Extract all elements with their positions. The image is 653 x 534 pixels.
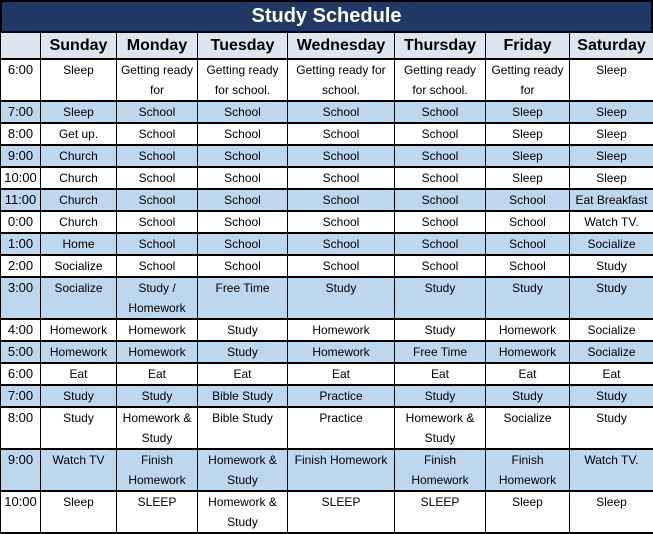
- schedule-table: [0, 31, 653, 534]
- schedule-cell-tuesday-800: School: [198, 123, 288, 145]
- schedule-row-16: [1, 491, 653, 533]
- schedule-cell-saturday-900: Watch TV.: [570, 449, 653, 491]
- schedule-cell-sunday-300: Socialize: [41, 277, 117, 319]
- schedule-cell-wednesday-800: School: [288, 123, 395, 145]
- schedule-row-13: [1, 385, 653, 407]
- time-label: 8:00: [1, 407, 41, 449]
- schedule-cell-monday-000: School: [117, 211, 198, 233]
- time-label: 9:00: [1, 145, 41, 167]
- day-header-thursday: Thursday: [395, 32, 486, 59]
- schedule-cell-wednesday-300: Study: [288, 277, 395, 319]
- schedule-row-12: [1, 363, 653, 385]
- schedule-cell-monday-1000: School: [117, 167, 198, 189]
- day-header-tuesday: Tuesday: [198, 32, 288, 59]
- schedule-cell-friday-1000: Sleep: [486, 167, 570, 189]
- day-header-friday: Friday: [486, 32, 570, 59]
- schedule-cell-wednesday-1000: SLEEP: [288, 491, 395, 533]
- time-label: 6:00: [1, 363, 41, 385]
- schedule-cell-tuesday-600: Eat: [198, 363, 288, 385]
- schedule-cell-sunday-600: Sleep: [41, 59, 117, 101]
- time-label: 7:00: [1, 101, 41, 123]
- schedule-cell-saturday-900: Sleep: [570, 145, 653, 167]
- schedule-cell-tuesday-600: Getting ready for school.: [198, 59, 288, 101]
- schedule-cell-tuesday-200: School: [198, 255, 288, 277]
- schedule-cell-monday-600: Eat: [117, 363, 198, 385]
- schedule-cell-thursday-500: Free Time: [395, 341, 486, 363]
- schedule-cell-friday-1000: Sleep: [486, 491, 570, 533]
- schedule-cell-monday-1000: SLEEP: [117, 491, 198, 533]
- time-label: 7:00: [1, 385, 41, 407]
- schedule-cell-thursday-1000: School: [395, 167, 486, 189]
- schedule-cell-tuesday-700: Bible Study: [198, 385, 288, 407]
- schedule-cell-saturday-500: Socialize: [570, 341, 653, 363]
- schedule-cell-saturday-600: Eat: [570, 363, 653, 385]
- schedule-cell-tuesday-800: Bible Study: [198, 407, 288, 449]
- schedule-row-14: [1, 407, 653, 449]
- schedule-row-0: [1, 59, 653, 101]
- schedule-cell-saturday-400: Socialize: [570, 319, 653, 341]
- schedule-cell-sunday-800: Study: [41, 407, 117, 449]
- day-header-wednesday: Wednesday: [288, 32, 395, 59]
- schedule-cell-monday-600: Getting ready for: [117, 59, 198, 101]
- schedule-cell-tuesday-500: Study: [198, 341, 288, 363]
- day-header-monday: Monday: [117, 32, 198, 59]
- schedule-cell-sunday-600: Eat: [41, 363, 117, 385]
- schedule-cell-tuesday-900: Homework & Study: [198, 449, 288, 491]
- page-title: Study Schedule: [0, 0, 653, 31]
- schedule-cell-saturday-800: Sleep: [570, 123, 653, 145]
- schedule-cell-friday-700: Study: [486, 385, 570, 407]
- schedule-cell-thursday-800: School: [395, 123, 486, 145]
- schedule-cell-sunday-200: Socialize: [41, 255, 117, 277]
- schedule-cell-tuesday-400: Study: [198, 319, 288, 341]
- schedule-cell-monday-700: Study: [117, 385, 198, 407]
- schedule-row-11: [1, 341, 653, 363]
- schedule-cell-tuesday-1000: Homework & Study: [198, 491, 288, 533]
- time-label: 3:00: [1, 277, 41, 319]
- day-header-row: [1, 32, 653, 59]
- schedule-cell-friday-600: Getting ready for: [486, 59, 570, 101]
- schedule-cell-tuesday-000: School: [198, 211, 288, 233]
- schedule-row-15: [1, 449, 653, 491]
- schedule-cell-sunday-900: Church: [41, 145, 117, 167]
- schedule-cell-thursday-600: Eat: [395, 363, 486, 385]
- schedule-cell-wednesday-900: Finish Homework: [288, 449, 395, 491]
- schedule-row-9: [1, 277, 653, 319]
- time-label: 11:00: [1, 189, 41, 211]
- schedule-cell-sunday-500: Homework: [41, 341, 117, 363]
- corner-cell: [1, 32, 41, 59]
- schedule-cell-friday-900: Finish Homework: [486, 449, 570, 491]
- schedule-row-10: [1, 319, 653, 341]
- schedule-cell-wednesday-400: Homework: [288, 319, 395, 341]
- schedule-cell-friday-200: School: [486, 255, 570, 277]
- schedule-cell-friday-1100: School: [486, 189, 570, 211]
- schedule-row-7: [1, 233, 653, 255]
- schedule-cell-thursday-200: School: [395, 255, 486, 277]
- schedule-cell-friday-500: Homework: [486, 341, 570, 363]
- schedule-cell-friday-600: Eat: [486, 363, 570, 385]
- schedule-cell-monday-300: Study / Homework: [117, 277, 198, 319]
- schedule-cell-thursday-900: Finish Homework: [395, 449, 486, 491]
- schedule-cell-monday-800: Homework & Study: [117, 407, 198, 449]
- schedule-cell-tuesday-1000: School: [198, 167, 288, 189]
- schedule-cell-saturday-1100: Eat Breakfast: [570, 189, 653, 211]
- schedule-cell-thursday-100: School: [395, 233, 486, 255]
- schedule-cell-saturday-1000: Sleep: [570, 167, 653, 189]
- schedule-body: [1, 59, 653, 533]
- schedule-row-1: [1, 101, 653, 123]
- schedule-row-5: [1, 189, 653, 211]
- schedule-row-2: [1, 123, 653, 145]
- schedule-cell-friday-800: Sleep: [486, 123, 570, 145]
- schedule-cell-sunday-700: Sleep: [41, 101, 117, 123]
- schedule-cell-sunday-800: Get up.: [41, 123, 117, 145]
- schedule-cell-sunday-1000: Sleep: [41, 491, 117, 533]
- schedule-cell-wednesday-100: School: [288, 233, 395, 255]
- schedule-cell-thursday-1100: School: [395, 189, 486, 211]
- schedule-cell-saturday-100: Socialize: [570, 233, 653, 255]
- day-header-sunday: Sunday: [41, 32, 117, 59]
- schedule-cell-wednesday-800: Practice: [288, 407, 395, 449]
- schedule-cell-thursday-400: Study: [395, 319, 486, 341]
- schedule-cell-saturday-1000: Sleep: [570, 491, 653, 533]
- time-label: 10:00: [1, 491, 41, 533]
- schedule-cell-thursday-600: Getting ready for school.: [395, 59, 486, 101]
- schedule-cell-tuesday-100: School: [198, 233, 288, 255]
- schedule-cell-tuesday-700: School: [198, 101, 288, 123]
- schedule-cell-thursday-000: School: [395, 211, 486, 233]
- time-label: 2:00: [1, 255, 41, 277]
- schedule-cell-monday-500: Homework: [117, 341, 198, 363]
- schedule-cell-saturday-700: Study: [570, 385, 653, 407]
- schedule-cell-wednesday-900: School: [288, 145, 395, 167]
- schedule-cell-monday-200: School: [117, 255, 198, 277]
- schedule-cell-saturday-600: Sleep: [570, 59, 653, 101]
- schedule-cell-wednesday-200: School: [288, 255, 395, 277]
- schedule-cell-wednesday-000: School: [288, 211, 395, 233]
- schedule-cell-sunday-000: Church: [41, 211, 117, 233]
- schedule-cell-monday-400: Homework: [117, 319, 198, 341]
- schedule-cell-thursday-300: Study: [395, 277, 486, 319]
- schedule-cell-friday-400: Homework: [486, 319, 570, 341]
- schedule-cell-tuesday-900: School: [198, 145, 288, 167]
- schedule-cell-friday-800: Socialize: [486, 407, 570, 449]
- schedule-cell-monday-900: Finish Homework: [117, 449, 198, 491]
- schedule-cell-friday-700: Sleep: [486, 101, 570, 123]
- schedule-cell-wednesday-700: Practice: [288, 385, 395, 407]
- schedule-cell-wednesday-1100: School: [288, 189, 395, 211]
- schedule-cell-monday-1100: School: [117, 189, 198, 211]
- time-label: 1:00: [1, 233, 41, 255]
- schedule-row-6: [1, 211, 653, 233]
- schedule-row-8: [1, 255, 653, 277]
- schedule-cell-saturday-800: Study: [570, 407, 653, 449]
- schedule-cell-saturday-700: Sleep: [570, 101, 653, 123]
- schedule-cell-tuesday-300: Free Time: [198, 277, 288, 319]
- schedule-cell-wednesday-700: School: [288, 101, 395, 123]
- schedule-cell-sunday-100: Home: [41, 233, 117, 255]
- time-label: 5:00: [1, 341, 41, 363]
- schedule-cell-wednesday-1000: School: [288, 167, 395, 189]
- schedule-cell-monday-800: School: [117, 123, 198, 145]
- schedule-cell-sunday-400: Homework: [41, 319, 117, 341]
- schedule-cell-thursday-700: Study: [395, 385, 486, 407]
- schedule-cell-thursday-900: School: [395, 145, 486, 167]
- time-label: 10:00: [1, 167, 41, 189]
- time-label: 8:00: [1, 123, 41, 145]
- schedule-cell-friday-000: School: [486, 211, 570, 233]
- schedule-cell-sunday-1000: Church: [41, 167, 117, 189]
- schedule-cell-tuesday-1100: School: [198, 189, 288, 211]
- schedule-cell-sunday-900: Watch TV: [41, 449, 117, 491]
- schedule-cell-monday-700: School: [117, 101, 198, 123]
- schedule-cell-sunday-1100: Church: [41, 189, 117, 211]
- schedule-cell-saturday-000: Watch TV.: [570, 211, 653, 233]
- schedule-cell-friday-300: Study: [486, 277, 570, 319]
- day-header-saturday: Saturday: [570, 32, 653, 59]
- time-label: 9:00: [1, 449, 41, 491]
- schedule-cell-friday-900: Sleep: [486, 145, 570, 167]
- schedule-cell-saturday-300: Study: [570, 277, 653, 319]
- schedule-cell-saturday-200: Study: [570, 255, 653, 277]
- schedule-row-4: [1, 167, 653, 189]
- schedule-row-3: [1, 145, 653, 167]
- time-label: 4:00: [1, 319, 41, 341]
- schedule-cell-thursday-800: Homework & Study: [395, 407, 486, 449]
- schedule-cell-thursday-700: School: [395, 101, 486, 123]
- schedule-cell-sunday-700: Study: [41, 385, 117, 407]
- schedule-cell-monday-900: School: [117, 145, 198, 167]
- schedule-cell-wednesday-600: Getting ready for school.: [288, 59, 395, 101]
- schedule-cell-monday-100: School: [117, 233, 198, 255]
- time-label: 6:00: [1, 59, 41, 101]
- time-label: 0:00: [1, 211, 41, 233]
- schedule-cell-friday-100: School: [486, 233, 570, 255]
- schedule-cell-thursday-1000: SLEEP: [395, 491, 486, 533]
- schedule-cell-wednesday-500: Homework: [288, 341, 395, 363]
- schedule-cell-wednesday-600: Eat: [288, 363, 395, 385]
